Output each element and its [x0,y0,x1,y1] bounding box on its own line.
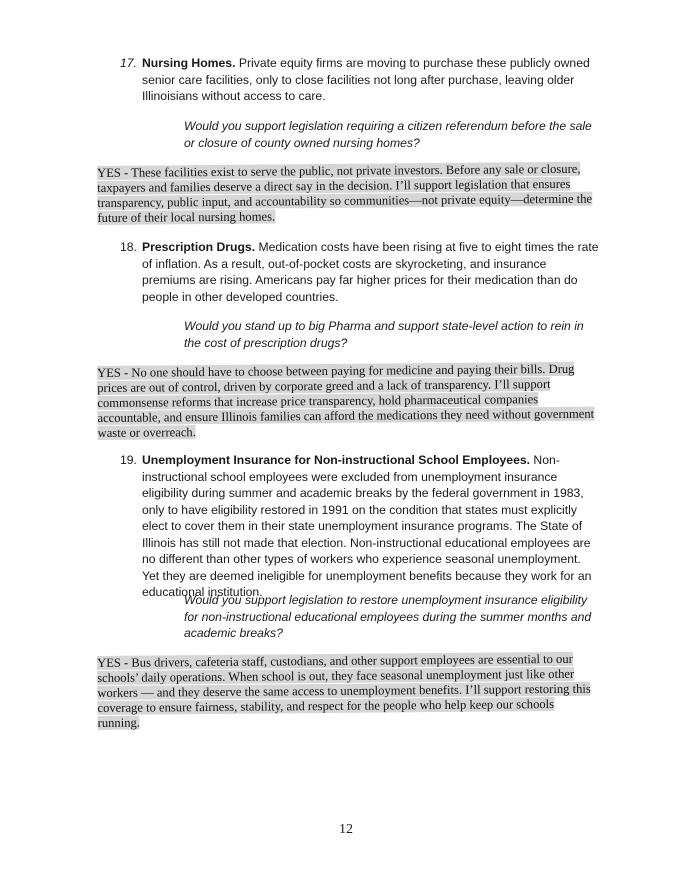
question-title: Prescription Drugs. [142,240,256,254]
question-text: Non-instructional school employees were excluded from unemployment insurance eligibility during summer and academic breaks by the federal government in 1983, only to have eligibility restored in 1991 on the condition that states must explicitly elect to cover them in their state unemployment insurance programs. The State of Illinois has still not made that election. Non-instructional educational employees are no different than other types of workers who experience seasonal unemployment. Yet they are deemed ineligible for unemployment benefits because they work for an educational institution. [142,453,592,599]
question-text: Medication costs have been rising at five to eight times the rate of inflation. As a result, out-of-pocket costs are skyrocketing, and insurance premiums are rising. Americans pay far higher prices for their medication than do people in other developed countries. [142,240,599,304]
question-text: Private equity firms are moving to purchase these publicly owned senior care facilities, only to close facilities not long after purchase, leaving older Illinoisians without access to care. [142,56,590,103]
question-body [142,55,600,105]
page-number: 12 [339,822,353,837]
answer-text: YES - Bus drivers, cafeteria staff, custodians, and other support employees are essential to our schools’ daily operations. When school is out, they face seasonal unemployment just like other workers — and they deserve the same access to unemployment benefits. I’ll support restoring this coverage to ensure fairness, stability, and respect for the people who help keep our schools running. [97,651,591,730]
answer-19 [97,652,598,731]
question-prompt-19: Would you support legislation to restore unemployment insurance eligibility for non-instructional educational employees during the summer months and academic breaks? [184,593,592,640]
question-19 [120,452,600,601]
answer-18 [97,362,598,441]
question-title: Unemployment Insurance for Non-instructional School Employees. [142,453,531,467]
answer-text: YES - No one should have to choose between paying for medicine and paying their bills. Drug prices are out of control, driven by corporate greed and a lack of transparency. I’ll support commonsense reforms that increase price transparency, hold pharmaceutical companies accountable, and ensure Illinois families can afford the medications they need without government waste or overreach. [97,361,595,440]
question-prompt-17: Would you support legislation requiring a citizen referendum before the sale or closure of county owned nursing homes? [184,119,592,150]
question-title: Nursing Homes. [142,56,236,70]
question-number: 18. [120,240,137,254]
question-18 [120,239,600,305]
question-17 [120,55,600,105]
question-prompt-18: Would you stand up to big Pharma and support state-level action to rein in the cost of prescription drugs? [184,319,584,350]
question-number: 19. [120,453,137,467]
answer-17 [97,162,598,226]
question-number: 17. [120,56,137,70]
answer-text: YES - These facilities exist to serve the public, not private investors. Before any sale or closure, taxpayers and families deserve a direct say in the decision. I’ll support legislation that ensures transparency, public input, and accountability so communities—not private equity—determine the future of their local nursing homes. [97,161,593,225]
question-body [142,452,600,601]
question-body [142,239,600,305]
